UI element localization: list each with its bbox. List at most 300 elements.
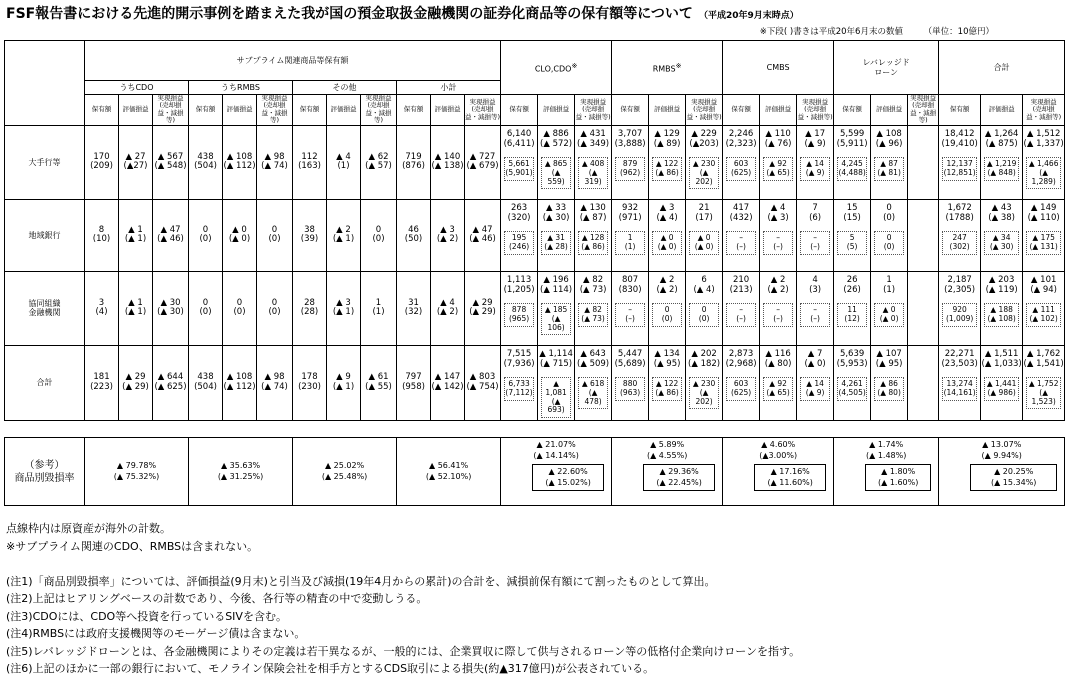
- footnote-line: (注3)CDOには、CDO等へ投資を行っているSIVを含む。: [6, 609, 287, 623]
- overseas-previous: (12,851): [943, 168, 976, 178]
- ratio-overseas-current: ▲ 20.25%: [994, 467, 1034, 477]
- value-cell: [327, 345, 361, 420]
- value-previous: (▲ 114): [540, 284, 573, 295]
- value-current: 6,140: [506, 128, 532, 139]
- value-cell: [361, 125, 397, 199]
- value-cell: [223, 125, 257, 199]
- row-label-text: 地域銀行: [28, 230, 61, 240]
- overseas-box: [504, 157, 534, 180]
- footnotes: [6, 520, 800, 678]
- header-clo: [501, 41, 612, 95]
- value-cell: [361, 199, 397, 271]
- overseas-box: [541, 303, 571, 335]
- value-current: ▲ 196: [543, 274, 569, 285]
- ratio-cell: [939, 438, 1065, 506]
- ratio-overseas-current: ▲ 29.36%: [659, 467, 699, 477]
- value-current: 932: [621, 202, 639, 213]
- value-cell: [723, 271, 760, 345]
- overseas-current: 603: [733, 379, 749, 389]
- value-current: 438: [197, 372, 214, 383]
- row-label: [5, 345, 85, 420]
- value-current: 28: [304, 297, 315, 308]
- value-current: 797: [405, 372, 422, 383]
- value-cell: [223, 199, 257, 271]
- value-previous: (▲ 754): [466, 381, 499, 392]
- header-col_val: [760, 95, 797, 126]
- header-clo-mark: ※: [571, 61, 578, 70]
- value-current: 210: [732, 274, 750, 285]
- overseas-current: ▲ 1,441: [986, 379, 1017, 389]
- overseas-current: 11: [847, 305, 857, 315]
- overseas-current: 5,661: [508, 159, 530, 169]
- ratio-overseas-previous: (▲ 22.45%): [656, 477, 702, 487]
- overseas-box: [942, 231, 977, 254]
- value-cell: [908, 125, 939, 199]
- value-cell: [649, 125, 686, 199]
- overseas-current: ▲ 230: [692, 159, 716, 169]
- value-current: ▲ 47: [160, 224, 181, 235]
- value-cell: [327, 271, 361, 345]
- overseas-current: ▲ 14: [806, 379, 824, 389]
- header-col_real-label: 実現損益 (売却損 益・減損等): [261, 94, 288, 125]
- footnote-line: (注5)レバレッジドローンとは、各金融機関によりその定義は若干異なるが、一般的には、企業買収に際して供与されるローン等の低格付企業向けローンを指す。: [6, 644, 801, 658]
- overseas-current: 12,137: [946, 159, 973, 169]
- header-cmbs: [723, 41, 834, 95]
- header-col_val-label: 評価損益: [434, 105, 461, 114]
- value-previous: (1): [883, 284, 896, 295]
- overseas-box: [541, 157, 571, 189]
- value-previous: (▲ 80): [764, 358, 792, 369]
- header-col_real-label: 実現損益 (売却損 益・減損等): [797, 97, 833, 121]
- overseas-current: ▲ 128: [581, 233, 605, 243]
- overseas-box: [541, 377, 571, 418]
- value-previous: (15): [843, 212, 861, 223]
- value-current: ▲ 1: [128, 224, 143, 235]
- overseas-current: ▲ 188: [990, 305, 1013, 315]
- value-previous: (2,968): [725, 358, 757, 369]
- value-previous: (971): [618, 212, 642, 223]
- header-col_real-label: 実現損益 (売却損 益・減損等): [1026, 97, 1062, 121]
- overseas-current: 247: [952, 233, 967, 243]
- value-previous: (▲ 3): [767, 212, 789, 223]
- value-cell: [223, 271, 257, 345]
- value-current: 26: [846, 274, 858, 285]
- value-previous: (223): [90, 381, 113, 392]
- overseas-previous: (12): [844, 314, 860, 324]
- overseas-box: [800, 231, 830, 254]
- header-col_val-label: 評価損益: [122, 105, 149, 114]
- value-current: 181: [93, 372, 110, 383]
- value-cell: [575, 345, 612, 420]
- ratio-current: ▲ 21.07%: [536, 440, 576, 449]
- overseas-current: ▲ 230: [692, 379, 716, 389]
- overseas-previous: (▲ 848): [987, 168, 1016, 178]
- value-cell: [257, 199, 293, 271]
- overseas-previous: (1): [624, 242, 636, 252]
- value-previous: (504): [194, 161, 217, 172]
- value-cell: [119, 345, 153, 420]
- footnote-line: (注1)「商品別毀損率」については、評価損益(9月末)と引当及び減損(19年4月からの累計)の合計を、減損前保有額にて割ったものとして算出。: [6, 574, 716, 588]
- value-cell: [465, 199, 501, 271]
- value-cell: [760, 125, 797, 199]
- ratio-previous: (▲ 52.10%): [425, 471, 472, 481]
- overseas-current: ▲ 618: [581, 379, 605, 389]
- value-previous: (▲ 1): [124, 234, 147, 245]
- value-current: 1: [375, 297, 382, 308]
- header-sub_subtotal-label: 小計: [440, 82, 457, 92]
- overseas-current: ▲ 122: [655, 379, 679, 389]
- value-current: 417: [732, 202, 750, 213]
- value-cell: [834, 345, 871, 420]
- header-rmbs: [612, 41, 723, 95]
- header-cmbs-label: CMBS: [766, 62, 790, 72]
- overseas-previous: (▲ 0): [879, 314, 899, 324]
- value-previous: (▲ 875): [985, 138, 1018, 149]
- overseas-ratio-box: [970, 464, 1057, 491]
- overseas-previous: (▲ 0): [694, 242, 714, 252]
- value-current: ▲ 3: [659, 202, 675, 213]
- value-current: 263: [510, 202, 528, 213]
- overseas-previous: (962): [620, 168, 641, 178]
- value-previous: (5,911): [836, 138, 868, 149]
- value-current: ▲ 98: [264, 151, 285, 162]
- overseas-current: 0: [664, 305, 670, 315]
- overseas-box: [726, 303, 756, 326]
- value-cell: [85, 271, 119, 345]
- header-col_real: [575, 95, 612, 126]
- value-current: 0: [202, 224, 209, 235]
- value-current: 1: [886, 274, 892, 285]
- value-current: ▲ 30: [160, 297, 181, 308]
- value-previous: (▲ 119): [985, 284, 1018, 295]
- ratio-previous: (▲ 4.55%): [646, 451, 688, 461]
- value-previous: (▲ 625): [154, 381, 187, 392]
- overseas-box: [652, 377, 682, 400]
- overseas-box: [837, 303, 867, 326]
- value-previous: (39): [300, 234, 319, 245]
- overseas-current: 878: [511, 305, 527, 315]
- header-sub_other: [293, 81, 397, 95]
- value-current: ▲ 82: [583, 274, 604, 285]
- value-cell: [834, 199, 871, 271]
- overseas-box: [874, 377, 904, 400]
- overseas-previous: (▲ 28): [544, 242, 568, 252]
- value-cell: [981, 345, 1023, 420]
- value-current: ▲ 886: [543, 128, 569, 139]
- value-current: ▲ 2: [659, 274, 675, 285]
- value-cell: [501, 345, 538, 420]
- value-current: ▲ 140: [434, 151, 461, 162]
- overseas-previous: (–): [625, 314, 635, 324]
- value-current: ▲ 7: [807, 348, 823, 359]
- value-current: 807: [621, 274, 639, 285]
- value-previous: (504): [194, 381, 217, 392]
- overseas-previous: (▲ 73): [581, 314, 605, 324]
- value-previous: (▲ 1,033): [981, 358, 1022, 369]
- ratio-current: ▲ 56.41%: [429, 461, 469, 471]
- ratio-current: ▲ 25.02%: [324, 461, 365, 471]
- value-cell: [119, 125, 153, 199]
- overseas-previous: (▲ 202): [695, 168, 713, 186]
- value-current: ▲ 43: [991, 202, 1012, 213]
- value-current: 0: [886, 202, 892, 213]
- value-previous: (0): [199, 307, 212, 318]
- table-row: [5, 271, 1065, 345]
- value-previous: (1): [337, 161, 350, 172]
- value-previous: (▲ 112): [223, 161, 256, 172]
- header-col_real-label: 実現損益 (売却損 益・減損等): [910, 94, 937, 125]
- value-current: ▲ 108: [226, 151, 253, 162]
- value-previous: (50): [404, 234, 423, 245]
- overseas-current: 1: [627, 233, 633, 243]
- ratio-previous: (▲ 31.25%): [217, 471, 264, 481]
- overseas-box: [1026, 377, 1061, 409]
- value-cell: [575, 125, 612, 199]
- overseas-box: [652, 157, 682, 180]
- value-current: 438: [197, 151, 214, 162]
- value-previous: (163): [298, 161, 321, 172]
- ratio-top: [613, 439, 721, 461]
- value-previous: (▲ 55): [365, 381, 392, 392]
- value-cell: [797, 199, 834, 271]
- value-cell: [361, 345, 397, 420]
- header-col_val: [871, 95, 908, 126]
- value-cell: [612, 199, 649, 271]
- overseas-current: ▲ 92: [769, 159, 787, 169]
- value-current: ▲ 61: [368, 372, 389, 383]
- value-previous: (▲ 1): [332, 381, 355, 392]
- header-col_hold-label: 保有額: [731, 105, 751, 114]
- loss-ratio-table: [4, 437, 1065, 506]
- row-label: [5, 271, 85, 345]
- value-current: 2,873: [728, 348, 754, 359]
- value-cell: [612, 271, 649, 345]
- footnote-line: ※サブプライム関連のCDO、RMBSは含まれない。: [6, 539, 259, 553]
- value-cell: [397, 345, 431, 420]
- overseas-current: ▲ 87: [880, 159, 898, 169]
- ratio-cell: [834, 438, 939, 506]
- footnote-line: 点線枠内は原資産が海外の計数。: [6, 522, 171, 535]
- value-previous: (▲ 46): [469, 234, 496, 245]
- value-previous: (0): [268, 234, 281, 245]
- footnote-line: (注4)RMBSには政府支援機関等のモーゲージ債は含まない。: [6, 627, 306, 640]
- value-previous: (0): [233, 307, 246, 318]
- value-current: 0: [236, 297, 243, 308]
- overseas-box: [578, 231, 608, 254]
- value-current: ▲ 202: [691, 348, 717, 359]
- overseas-box: [689, 377, 719, 409]
- overseas-current: 879: [622, 159, 638, 169]
- value-previous: (6,411): [503, 138, 535, 149]
- header-col_hold-label: 保有額: [949, 105, 970, 114]
- overseas-previous: (▲ 131): [1029, 242, 1058, 252]
- value-cell: [397, 271, 431, 345]
- value-cell: [686, 345, 723, 420]
- overseas-previous: (965): [508, 314, 530, 324]
- overseas-box: [578, 377, 608, 409]
- holdings-table: [4, 40, 1065, 421]
- header-sub_rmbs: [189, 81, 293, 95]
- value-previous: (▲ 679): [466, 161, 499, 172]
- value-previous: (4): [95, 307, 108, 318]
- header-col_val: [327, 95, 361, 126]
- overseas-current: ▲ 0: [697, 233, 711, 243]
- value-cell: [431, 271, 465, 345]
- value-cell: [538, 345, 575, 420]
- overseas-box: [837, 231, 867, 254]
- value-cell: [939, 271, 981, 345]
- overseas-box: [874, 303, 904, 326]
- table-row: [5, 199, 1065, 271]
- value-previous: (▲ 2): [767, 284, 789, 295]
- value-previous: (213): [729, 284, 753, 295]
- row-label: [5, 199, 85, 271]
- value-cell: [723, 345, 760, 420]
- header-col_real-label: 実現損益 (売却損 益・減損等): [365, 94, 392, 125]
- value-previous: (26): [843, 284, 861, 295]
- overseas-box: [689, 231, 719, 254]
- ratio-overseas-current: ▲ 22.60%: [548, 467, 588, 477]
- overseas-previous: (▲ 80): [877, 388, 901, 398]
- value-previous: (▲ 95): [653, 358, 681, 369]
- value-cell: [981, 125, 1023, 199]
- value-cell: [538, 271, 575, 345]
- value-current: 0: [271, 224, 278, 235]
- value-previous: (▲ 29): [469, 307, 496, 318]
- header-col_val: [649, 95, 686, 126]
- overseas-box: [615, 157, 645, 180]
- value-current: ▲ 17: [805, 128, 826, 139]
- ratio-cell: [501, 438, 612, 506]
- overseas-previous: (▲ 81): [877, 168, 901, 178]
- value-cell: [431, 125, 465, 199]
- value-cell: [85, 125, 119, 199]
- header-col_val-label: 評価損益: [654, 105, 681, 114]
- value-current: ▲ 643: [580, 348, 606, 359]
- overseas-current: –: [628, 305, 632, 315]
- header-col_real: [797, 95, 834, 126]
- overseas-current: 920: [952, 305, 967, 315]
- value-current: ▲ 3: [440, 224, 455, 235]
- value-cell: [293, 271, 327, 345]
- value-previous: (▲ 73): [579, 284, 607, 295]
- value-current: 46: [408, 224, 419, 235]
- header-col_real-label: 実現損益 (売却損 益・減損等): [686, 97, 722, 121]
- header-sub_cdo-label: うちCDO: [119, 82, 154, 92]
- value-current: ▲ 431: [580, 128, 606, 139]
- overseas-ratio-box: [865, 464, 931, 491]
- ratio-current: ▲ 4.60%: [761, 440, 796, 449]
- value-previous: (▲ 89): [653, 138, 681, 149]
- value-previous: (▲ 1): [124, 307, 147, 318]
- header-sub_cdo: [85, 81, 189, 95]
- overseas-previous: (14,161): [943, 388, 976, 398]
- overseas-box: [984, 231, 1019, 254]
- value-cell: [501, 199, 538, 271]
- overseas-previous: (▲ 986): [987, 388, 1016, 398]
- overseas-current: –: [813, 305, 817, 315]
- value-cell: [575, 271, 612, 345]
- value-current: 0: [202, 297, 209, 308]
- value-previous: (▲ 74): [261, 161, 288, 172]
- value-current: ▲ 110: [765, 128, 791, 139]
- value-current: ▲ 1,511: [984, 348, 1019, 359]
- value-previous: (▲203): [689, 138, 719, 149]
- value-current: ▲ 2: [336, 224, 351, 235]
- ratio-previous: (▲3.00%): [759, 451, 798, 461]
- header-col_hold: [723, 95, 760, 126]
- value-cell: [649, 345, 686, 420]
- value-cell: [760, 271, 797, 345]
- value-cell: [1023, 271, 1065, 345]
- value-cell: [153, 199, 189, 271]
- overseas-current: –: [739, 305, 743, 315]
- overseas-previous: (–): [773, 242, 783, 252]
- value-current: 6: [701, 274, 707, 285]
- overseas-previous: (–): [773, 314, 783, 324]
- value-previous: (830): [618, 284, 642, 295]
- overseas-current: –: [813, 233, 817, 243]
- value-cell: [465, 125, 501, 199]
- value-current: ▲ 1,264: [984, 128, 1019, 139]
- overseas-box: [652, 231, 682, 254]
- value-previous: (▲ 182): [688, 358, 721, 369]
- overseas-box: [726, 231, 756, 254]
- overseas-current: 0: [701, 305, 707, 315]
- value-current: ▲ 1: [128, 297, 143, 308]
- overseas-previous: (▲ 9): [805, 168, 825, 178]
- header-col_hold: [397, 95, 431, 126]
- overseas-box: [800, 157, 830, 180]
- value-cell: [501, 271, 538, 345]
- value-current: ▲ 101: [1030, 274, 1057, 285]
- ratio-cell: [612, 438, 723, 506]
- overseas-current: 4,245: [841, 159, 863, 169]
- footnote-line: [6, 555, 800, 573]
- overseas-ratio-box: [532, 464, 604, 491]
- header-col_val: [223, 95, 257, 126]
- header-col_hold: [612, 95, 649, 126]
- value-current: ▲ 4: [440, 297, 455, 308]
- overseas-previous: (▲ 108): [987, 314, 1016, 324]
- value-previous: (▲ 38): [988, 212, 1015, 223]
- header-col_real: [361, 95, 397, 126]
- value-current: ▲ 27: [125, 151, 146, 162]
- overseas-box: [874, 231, 904, 254]
- value-cell: [1023, 199, 1065, 271]
- overseas-previous: (246): [508, 242, 530, 252]
- value-cell: [327, 125, 361, 199]
- value-current: 18,412: [944, 128, 975, 139]
- value-previous: (▲ 0): [228, 234, 251, 245]
- header-lev-label: レバレッジド ローン: [862, 58, 910, 77]
- overseas-current: ▲ 0: [882, 305, 896, 315]
- value-cell: [871, 125, 908, 199]
- value-previous: (2,305): [944, 284, 976, 295]
- overseas-previous: (4,488): [838, 168, 866, 178]
- value-cell: [871, 345, 908, 420]
- value-previous: (17): [695, 212, 713, 223]
- ratio-overseas-current: ▲ 1.80%: [881, 467, 916, 477]
- value-cell: [797, 345, 834, 420]
- overseas-current: ▲ 14: [806, 159, 824, 169]
- overseas-previous: (▲ 319): [584, 168, 602, 186]
- overseas-current: ▲ 111: [1032, 305, 1055, 315]
- value-current: 31: [408, 297, 419, 308]
- value-previous: (0): [372, 234, 385, 245]
- overseas-previous: (▲ 202): [695, 388, 713, 406]
- overseas-current: ▲ 175: [1032, 233, 1055, 243]
